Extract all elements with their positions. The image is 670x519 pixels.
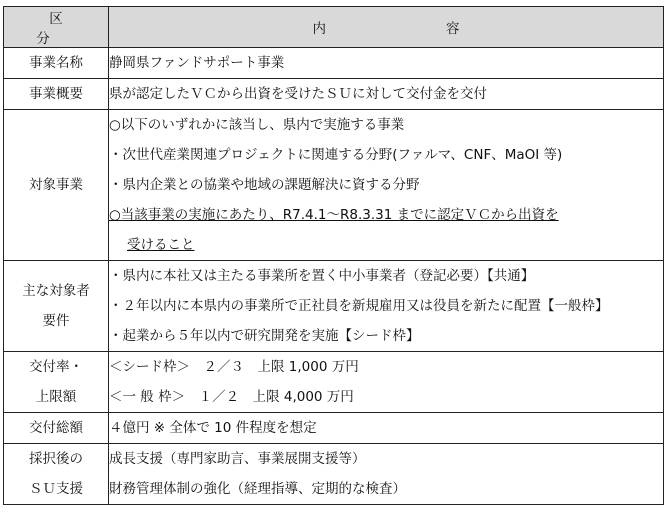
row-label-text: 採択後の xyxy=(29,451,83,467)
content-line: ・起業から５年以内で研究開発を実施【シード枠】 xyxy=(109,328,420,344)
content-line: ・県内企業との協業や地域の課題解決に資する分野 xyxy=(109,177,420,193)
table-row xyxy=(4,444,664,505)
row-label xyxy=(4,79,109,110)
header-section-label: 区分 xyxy=(36,11,89,47)
table-row xyxy=(4,48,664,79)
row-label-text: 要件 xyxy=(42,313,70,329)
table-row xyxy=(4,352,664,413)
row-label-text: 事業名称 xyxy=(29,55,83,71)
content-line: 県が認定したＶＣから出資を受けたＳＵに対して交付金を交付 xyxy=(109,86,487,102)
row-label-text: 主な対象者 xyxy=(22,283,90,299)
content-line: ・２年以内に本県内の事業所で正社員を新規雇用又は役員を新たに配置【一般枠】 xyxy=(109,298,609,314)
row-label xyxy=(4,352,109,413)
table-header-row xyxy=(4,7,664,48)
row-label xyxy=(4,261,109,352)
content-line: ・次世代産業関連プロジェクトに関連する分野(ファルマ、CNF、MaOI 等) xyxy=(109,147,563,163)
table-row xyxy=(4,110,664,261)
content-line: ○当該事業の実施にあたり、R7.4.1～R8.3.31 までに認定ＶＣから出資を xyxy=(109,207,559,223)
header-content xyxy=(109,7,664,48)
table-row xyxy=(4,79,664,110)
content-line: ・県内に本社又は主たる事業所を置く中小事業者（登記必要）【共通】 xyxy=(109,268,535,284)
content-line: ４億円 ※ 全体で 10 件程度を想定 xyxy=(109,420,317,436)
row-content xyxy=(109,48,664,79)
content-line: ○以下のいずれかに該当し、県内で実施する事業 xyxy=(109,117,405,133)
row-label xyxy=(4,48,109,79)
header-content-label: 内容 xyxy=(312,21,580,37)
row-label-text: 事業概要 xyxy=(29,86,83,102)
table-row xyxy=(4,261,664,352)
row-content xyxy=(109,261,664,352)
row-content xyxy=(109,79,664,110)
row-content xyxy=(109,444,664,505)
row-label xyxy=(4,413,109,444)
row-label-text: 交付率・ xyxy=(29,359,83,375)
content-line: 財務管理体制の強化（経理指導、定期的な検査） xyxy=(109,481,406,497)
content-line: ＜シード枠＞ ２／３ 上限 1,000 万円 xyxy=(109,359,359,375)
header-section xyxy=(4,7,109,48)
content-line: ＜一 般 枠＞ １／２ 上限 4,000 万円 xyxy=(109,389,354,405)
row-content xyxy=(109,413,664,444)
project-overview-table xyxy=(3,6,664,505)
row-label-text: 交付総額 xyxy=(29,420,83,436)
row-label xyxy=(4,444,109,505)
row-label-text: 上限額 xyxy=(35,389,77,405)
row-content xyxy=(109,110,664,261)
row-content xyxy=(109,352,664,413)
table-row xyxy=(4,413,664,444)
row-label-text: 対象事業 xyxy=(29,177,83,193)
content-line: 静岡県ファンドサポート事業 xyxy=(109,55,285,71)
row-label-text: ＳＵ支援 xyxy=(29,481,83,497)
content-line: 受けること xyxy=(127,237,195,253)
content-line: 成長支援（専門家助言、事業展開支援等） xyxy=(109,451,366,467)
row-label xyxy=(4,110,109,261)
